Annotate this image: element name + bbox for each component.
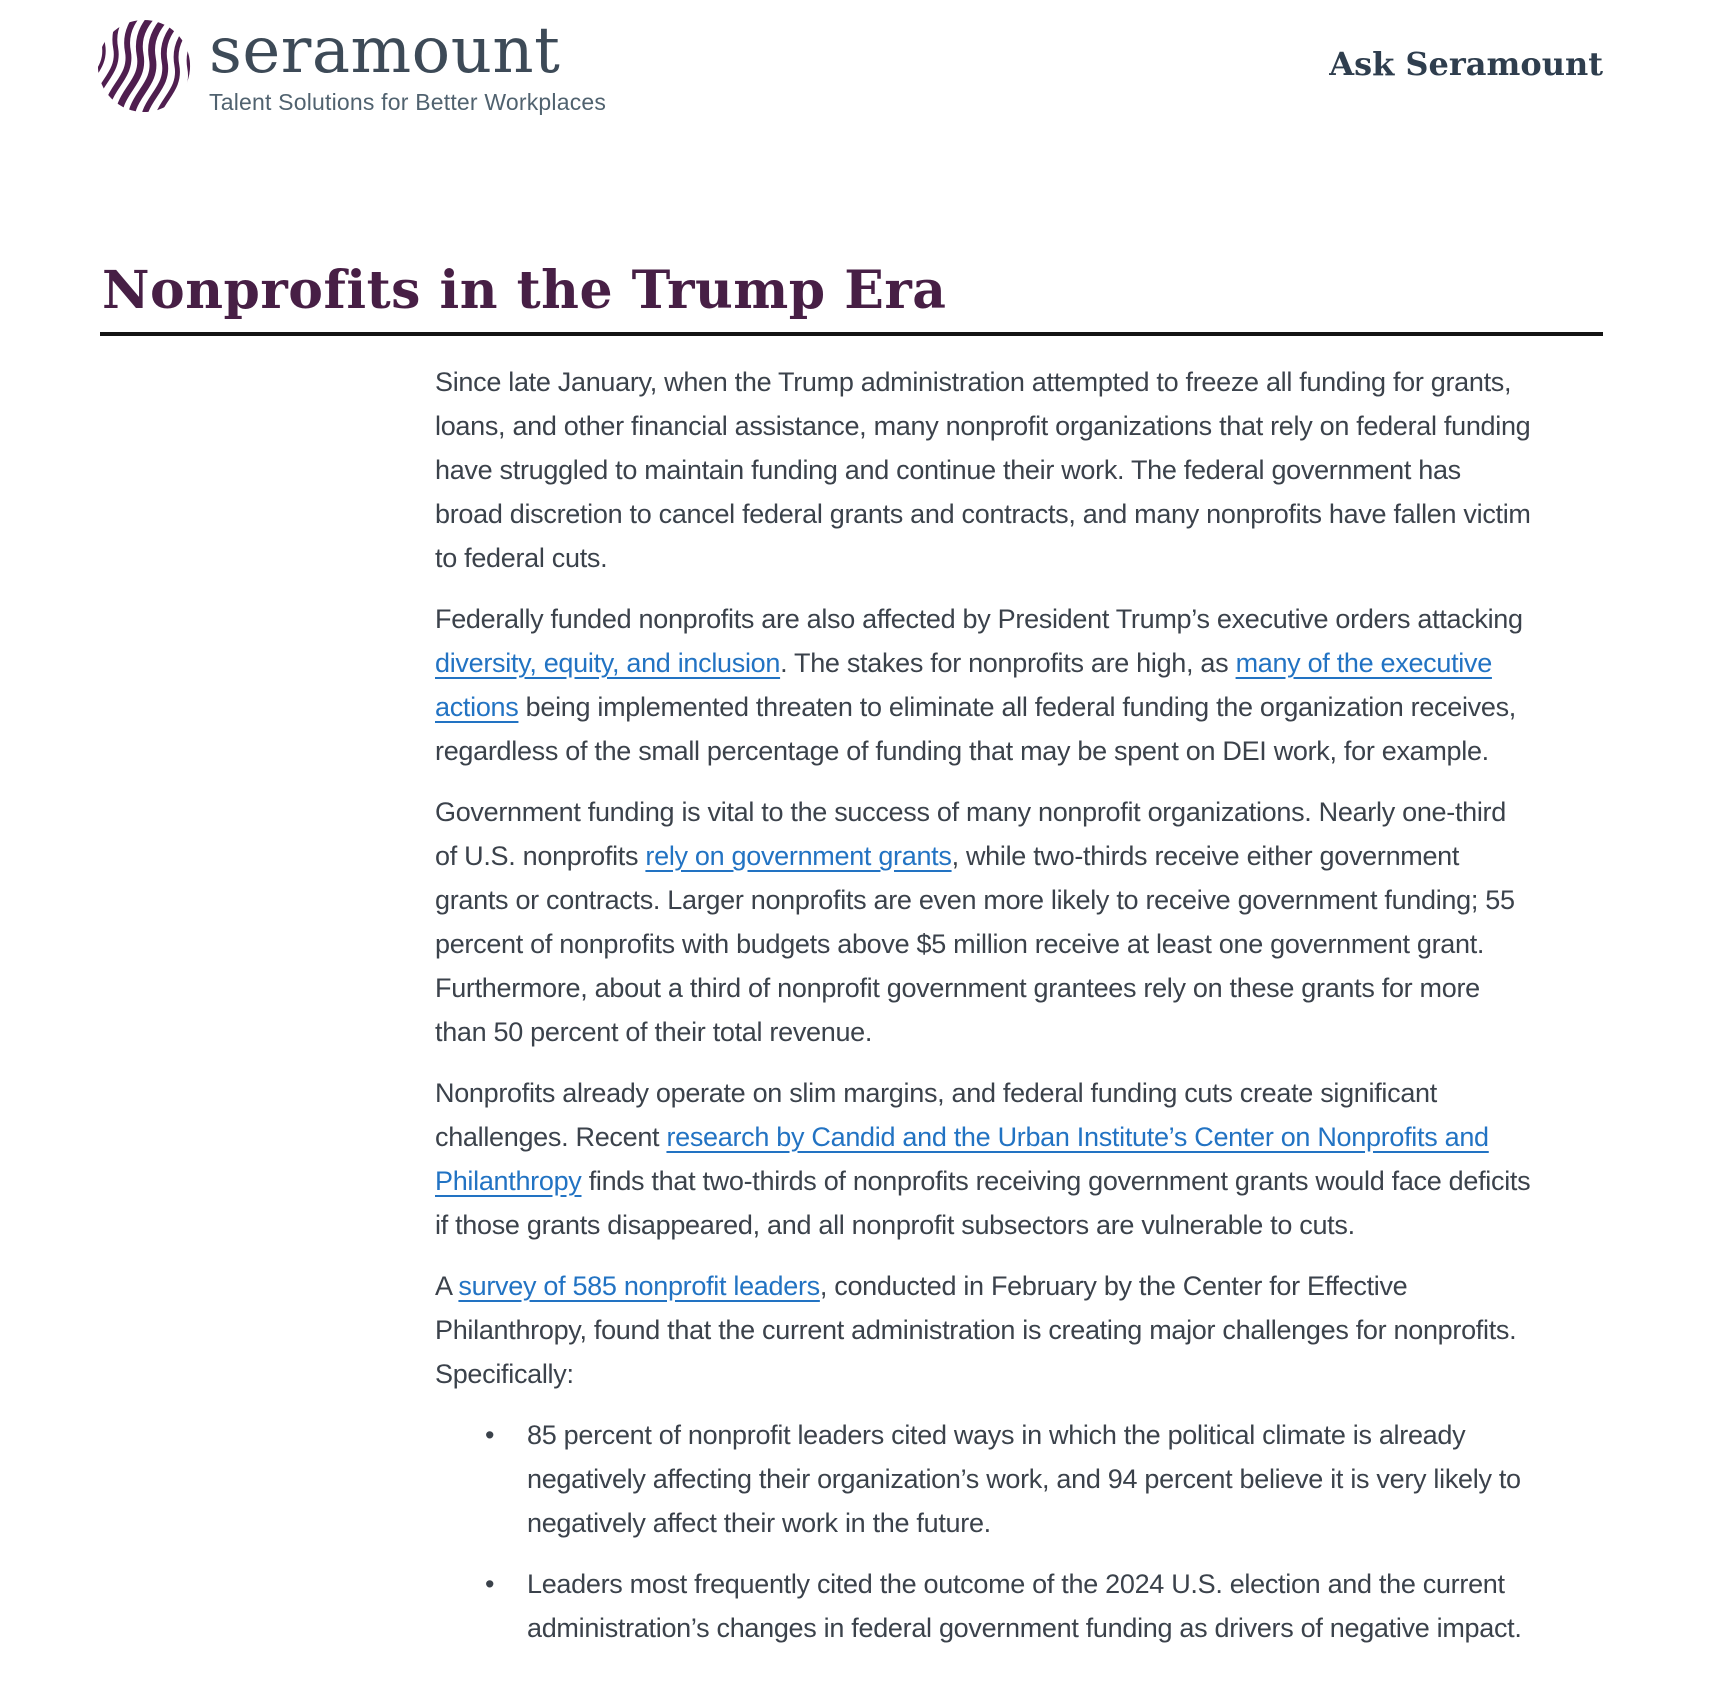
text-run: , conducted in February by the Center for Effective Philanthropy, found that the current administration is creating major challenges for nonprofits. Specifically:: [435, 1271, 1517, 1389]
paragraph-1: [435, 360, 1535, 580]
bullet-list: [435, 1413, 1535, 1650]
inline-link[interactable]: many of the executive actions: [435, 648, 1492, 722]
ask-seramount-link[interactable]: Ask Seramount: [1329, 45, 1603, 83]
text-run: finds that two-thirds of nonprofits receiving government grants would face deficits if those grants disappeared, and all nonprofit subsectors are vulnerable to cuts.: [435, 1166, 1531, 1240]
brand-tagline: Talent Solutions for Better Workplaces: [209, 89, 607, 115]
inline-link[interactable]: research by Candid and the Urban Institute’s Center on Nonprofits and Philanthropy: [435, 1122, 1489, 1196]
header: [95, 14, 1603, 115]
text-run: Leaders most frequently cited the outcome of the 2024 U.S. election and the current administration’s changes in federal government funding as drivers of negative impact.: [527, 1569, 1522, 1643]
text-run: Nonprofits already operate on slim margins, and federal funding cuts create significant challenges. Recent: [435, 1078, 1437, 1152]
text-run: . The stakes for nonprofits are high, as: [780, 648, 1236, 678]
text-run: 85 percent of nonprofit leaders cited ways in which the political climate is already negatively affecting their organization’s work, and 94 percent believe it is very likely to negatively affect their work in the future.: [527, 1420, 1521, 1538]
bullet-item-2: [527, 1562, 1535, 1650]
logo-text: [209, 14, 607, 115]
text-run: Government funding is vital to the success of many nonprofit organizations. Nearly one-third of U.S. nonprofits: [435, 797, 1506, 871]
text-run: Federally funded nonprofits are also affected by President Trump’s executive orders attacking: [435, 604, 1523, 634]
paragraph-5: [435, 1264, 1535, 1396]
page-title: Nonprofits in the Trump Era: [102, 260, 947, 321]
text-run: Since late January, when the Trump administration attempted to freeze all funding for grants, loans, and other financial assistance, many nonprofit organizations that rely on federal funding have struggled to maintain funding and continue their work. The federal government has broad discretion to cancel federal grants and contracts, and many nonprofits have fallen victim to federal cuts.: [435, 367, 1531, 573]
inline-link[interactable]: survey of 585 nonprofit leaders: [458, 1271, 820, 1301]
inline-link[interactable]: rely on government grants: [645, 841, 952, 871]
paragraph-3: [435, 790, 1535, 1054]
text-run: , while two-thirds receive either government grants or contracts. Larger nonprofits are even more likely to receive government funding; 55 percent of nonprofits with budgets above $5 million receive at least one government grant. Furthermore, about a third of nonprofit government grantees rely on these grants for more than 50 percent of their total revenue.: [435, 841, 1515, 1047]
paragraph-4: [435, 1071, 1535, 1247]
inline-link[interactable]: diversity, equity, and inclusion: [435, 648, 781, 678]
title-divider: [100, 332, 1603, 336]
article: [100, 112, 1603, 1667]
text-run: A: [435, 1271, 459, 1301]
swirl-sphere-icon: [95, 17, 193, 115]
text-run: being implemented threaten to eliminate all federal funding the organization receives, regardless of the small percentage of funding that may be spent on DEI work, for example.: [435, 692, 1516, 766]
bullet-item-1: [527, 1413, 1535, 1545]
seramount-logo: [95, 14, 607, 115]
article-body: [435, 360, 1535, 1650]
paragraph-2: [435, 597, 1535, 773]
brand-name: seramount: [209, 14, 561, 88]
